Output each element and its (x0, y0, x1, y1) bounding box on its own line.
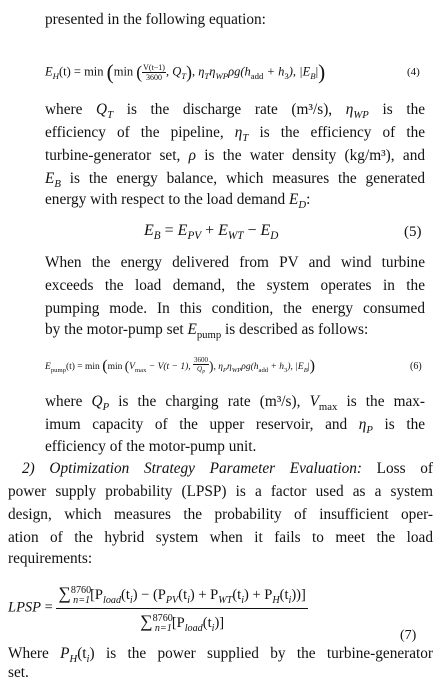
pw1-eta-sub: WP (353, 109, 369, 122)
intro-text (45, 10, 266, 29)
paragraph-pump-line4 (45, 320, 425, 345)
eq6-lhs-arg: (t) = min (65, 361, 100, 372)
eq4-h3-sub: 3 (284, 70, 289, 81)
pw1-ed-sub: D (298, 199, 307, 212)
eq4-q-sub: T (181, 70, 187, 81)
pw2-l2a: imum capacity of the upper reservoir, and (45, 416, 348, 433)
eq7-den-ti-sub: i (211, 622, 215, 634)
pw2-l2b: is the (384, 416, 426, 433)
eq7-denominator (56, 609, 307, 634)
section-heading-line (22, 459, 433, 478)
eq7-num-i: ))] (291, 587, 306, 603)
final-t-sub: i (86, 653, 90, 666)
eq7-num-e: ) + P (189, 587, 219, 603)
pw2-qp-sub: P (102, 401, 110, 414)
eq6-eta-p-sub: P (222, 366, 227, 374)
eq7-num-c: ) − (P (132, 587, 166, 603)
eq4-eb-abs: ), |E (288, 64, 311, 79)
eq4-hadd-sub: add (250, 70, 264, 81)
eq4-number: (4) (407, 66, 420, 78)
pw2-eta-sub: P (366, 424, 373, 437)
eq7-ti-sub-2: i (187, 594, 190, 606)
eq7-den-sum-top: 8760 (152, 613, 173, 625)
equation-4: $E_H(t) = \min (\min$ ( $\frac{V(t-1)}{3600}$ , $Q_T$), $\eta_T\eta_{WP}\rho g(h_{add} + h_3)$, $|E_B|$) (45, 60, 326, 84)
eq4-eta-t-sub: T (204, 70, 210, 81)
eq7-den-load-sub: load (184, 622, 203, 634)
pw2-l3: efficiency of the motor-pump unit. (45, 438, 257, 455)
eq4-eb-sub: B (310, 70, 316, 81)
pw1-eb-sub: B (54, 178, 61, 191)
pw2-v-sub: max (318, 401, 338, 414)
final-l2: set. (8, 664, 29, 681)
eq6-eb-abs: ), |E (287, 361, 304, 372)
eq6-number: (6) (410, 361, 422, 372)
eq7-num-b: (t (121, 587, 130, 603)
equation-6: $E_{pump}(t) = \min (\min$ ($V_{max} - V(t - 1)$, $\frac{3600}{Q_P}$ ), $\eta_P\eta_{WP}\rho g(h_{add} + h_3)$, $|E_B|$) (45, 356, 316, 376)
eq4-outer-paren-open: ( (106, 60, 114, 84)
eq6-inner-min: min (107, 361, 123, 372)
eq6-eta-p: η (218, 361, 223, 372)
eq7-ti-sub-4: i (288, 594, 292, 606)
eq5-t3: E (260, 222, 271, 239)
eq7-den-b: (t (202, 614, 212, 631)
final-p: P (60, 645, 70, 662)
eq7-num-load-sub: load (103, 594, 122, 606)
eq7-den-sum-bot: n=1 (154, 622, 172, 634)
section-line5 (8, 549, 433, 568)
eq6-lhs: E (45, 361, 51, 372)
eq5-lhs: E (144, 222, 154, 239)
section-l5: requirements: (8, 550, 93, 567)
eq6-eta-wp: η (226, 361, 232, 372)
pp-l4a: by the motor-pump set (45, 321, 184, 338)
final-l1b: is the power supplied by the turbine-generator (105, 645, 434, 662)
paragraph-where-1 (45, 100, 425, 125)
eq5-number: (5) (404, 224, 422, 240)
pw1-l1b: is the discharge rate (m³/s), (126, 101, 333, 118)
eq4-rest: ρg(h (228, 64, 251, 79)
paragraph-pump-line2 (45, 276, 425, 295)
paragraph-pump-line1 (45, 253, 425, 272)
eq7-num-a: [P (90, 587, 103, 603)
eq6-outer-paren-close: ) (309, 357, 316, 375)
pw1-l3a: turbine-generator set, (45, 147, 181, 164)
final-close: ) (89, 645, 95, 662)
eq6-inner-paren-close: ) (209, 358, 214, 374)
eq4-q: Q (172, 64, 182, 79)
eq7-lhs: LPSP (8, 599, 42, 616)
pw1-l1c: is the (382, 101, 426, 118)
eq4-eta-t: η (198, 64, 205, 79)
final-p-sub: H (69, 653, 78, 666)
paragraph-where-1-line5 (45, 190, 425, 215)
paragraph-where-2-line3 (45, 437, 425, 456)
eq4-fraction (142, 63, 166, 82)
pw1-l3b: is the water density (kg/m³), and (204, 147, 425, 164)
pw1-eta: η (345, 101, 354, 118)
eq6-vmax-sub: max (134, 366, 147, 374)
eq7-sum-top: 8760 (70, 585, 92, 597)
pw1-l4b: is the energy balance, which measures the generated (69, 170, 426, 187)
eq6-eb-sub: B (303, 366, 308, 374)
section-l1-rest: Loss of (376, 460, 433, 477)
section-heading: 2) Optimization Strategy Parameter Evaluation: (22, 460, 362, 477)
eq4-eta-wp: η (209, 64, 216, 79)
pp-l4b: is described as follows: (225, 321, 369, 338)
section-line2 (8, 482, 433, 501)
eq7-numerator (56, 583, 307, 609)
paragraph-where-1-line3 (45, 146, 425, 165)
intro-line: presented in the following equation: (45, 11, 266, 28)
pp-e-sub: pump (196, 329, 222, 342)
eq6-eb-close: | (307, 361, 310, 372)
eq5-t3-sub: D (270, 230, 279, 243)
eq6-frac-den-q: Q (196, 365, 203, 373)
eq7-pv-sub: PV (165, 594, 179, 606)
pp-l3: pumping mode. In this condition, the energy consumed (45, 300, 425, 317)
pw1-colon: : (306, 191, 311, 208)
eq5-t2-sub: WT (227, 230, 244, 243)
equation-5: $E_B = E_{PV} + E_{WT} - E_D$ (144, 222, 279, 243)
eq6-outer-paren-open: ( (102, 357, 108, 375)
pp-l1: When the energy delivered from PV and wind turbine (45, 254, 425, 271)
eq6-frac-den (193, 365, 209, 377)
eq4-frac-num: V(t−1) (143, 63, 165, 72)
section-line3 (8, 505, 433, 524)
section-line4 (8, 528, 433, 547)
eq7-fraction (56, 583, 307, 634)
paragraph-where-2-line1 (45, 392, 425, 417)
pw1-l2a: efficiency of the pipeline, (45, 124, 224, 141)
eq4-inner-paren-open: ( (136, 62, 143, 82)
eq4-inner-min: min (113, 64, 134, 79)
eq6-fraction (193, 356, 209, 377)
pw1-eta-t-sub: T (242, 132, 249, 145)
paragraph-pump-line3 (45, 299, 425, 318)
eq7-ti-sub-1: i (129, 594, 133, 606)
pw1-l5a: energy with respect to the load demand (45, 191, 286, 208)
eq6-h3-sub: 3 (284, 366, 288, 374)
final-line2 (8, 663, 433, 682)
eq7-ti-sub-3: i (241, 594, 245, 606)
pw2-qp: Q (91, 393, 103, 410)
eq7-number: (7) (400, 628, 417, 643)
eq4-frac-den: 3600 (146, 73, 163, 82)
eq4-eb-close: | (315, 64, 319, 79)
eq7-wt-sub: WT (218, 594, 233, 606)
pw2-eta: η (358, 416, 367, 433)
pw2-l1c: is the max- (346, 393, 426, 410)
pw1-ed: E (288, 191, 299, 208)
pp-l2: exceeds the load demand, the system operates in the (45, 277, 425, 294)
eq6-frac-num: 3600 (194, 356, 208, 364)
eq4-inner-paren-close: ) (186, 62, 192, 82)
eq4-eta-wp-sub: WP (215, 70, 229, 81)
eq7-num-g: ) + P (244, 587, 273, 603)
eq4-outer-paren-close: ) (318, 60, 326, 84)
eq7-sum-bot: n=1 (73, 594, 91, 606)
eq7-num-h: (t (279, 587, 289, 603)
eq6-lhs-sub: pump (50, 366, 66, 374)
eq6-rest: ρg(h (241, 361, 259, 372)
final-t: (t (77, 645, 87, 662)
eq7-den-a: [P (171, 614, 185, 631)
pw1-qt: Q (96, 101, 108, 118)
eq6-frac-den-sub: P (202, 370, 206, 376)
section-l3: design, which measures the probability of insufficient oper- (8, 506, 433, 523)
eq4-lhs: E (45, 64, 53, 79)
eq7-den-c: )] (214, 614, 225, 631)
pw2-v: V (309, 393, 319, 410)
eq4-lhs-arg: (t) = min (58, 64, 104, 79)
eq5-t2: E (218, 222, 228, 239)
eq7-num-d: (t (178, 587, 188, 603)
paragraph-where-1-line2 (45, 123, 425, 148)
pw1-l1a: where (45, 101, 83, 118)
eq6-eta-wp-sub: WP (231, 366, 242, 374)
eq7-num-f: (t (232, 587, 242, 603)
pw1-rho: ρ (188, 147, 196, 164)
section-l4: ation of the hybrid system when it fails to meet the load (8, 529, 433, 546)
eq6-vmax: V (129, 361, 135, 372)
pw1-eta-t: η (234, 124, 243, 141)
eq6-hadd-sub: add (258, 366, 269, 374)
eq5-lhs-sub: B (153, 230, 161, 243)
final-l1a: Where (8, 645, 49, 662)
eq5-t1-sub: PV (187, 230, 202, 243)
pw1-eb: E (45, 170, 55, 187)
eq4-lhs-sub: H (52, 70, 59, 81)
eq6-plus-h3: + h (268, 361, 285, 372)
eq6-inner-paren-open: ( (124, 358, 130, 374)
eq7-den-sum-symbol: ∑ (140, 610, 153, 631)
eq5-t1: E (177, 222, 188, 239)
pw2-l1b: is the charging rate (m³/s), (118, 393, 301, 410)
eq4-plus-h3: + h (263, 64, 285, 79)
pp-e: E (187, 321, 197, 338)
pw1-qt-sub: T (107, 109, 114, 122)
eq6-mid: − V(t − 1), (146, 361, 191, 372)
equation-7: LPSP = $\frac{\sum^{8760}_{n=1}[P_{load}(t_i) - (P_{PV}(t_i) + P_{WT}(t_i) + P_H(t_i))]}{\sum^{8760}_{n=1}[P_{load}(t_i)]}$ (8, 583, 306, 634)
eq7-sum-symbol: ∑ (58, 583, 71, 603)
pw1-l2b: is the efficiency of the (259, 124, 426, 141)
eq7-h-sub: H (272, 594, 280, 606)
section-l2: power supply probability (LPSP) is a factor used as a system (8, 483, 433, 500)
pw2-l1a: where (45, 393, 83, 410)
